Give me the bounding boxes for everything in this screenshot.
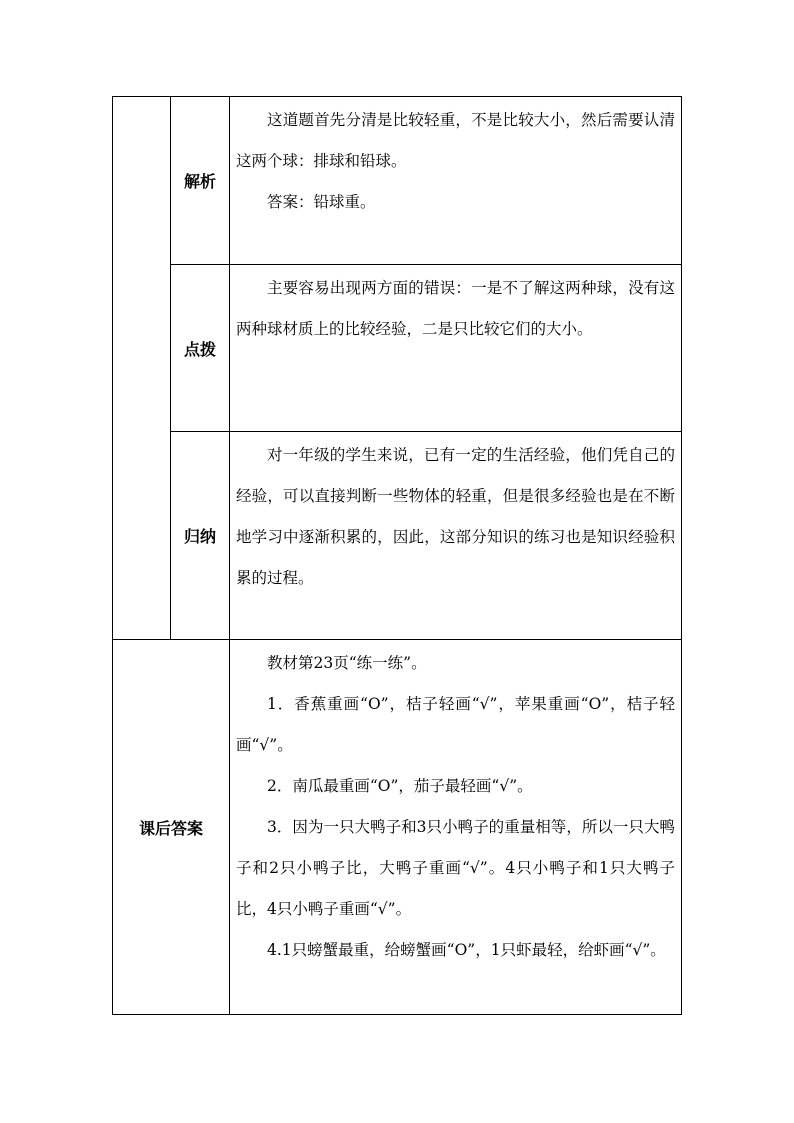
label-summary: 归纳 (171, 432, 230, 640)
answers-paragraph-1: 教材第23页“练一练”。 (267, 654, 427, 672)
answers-paragraph-2: 1．香蕉重画“O”，桔子轻画“√”，苹果重画“O”，桔子轻画“√”。 (236, 695, 675, 754)
row-answers (113, 640, 682, 1015)
summary-paragraph-1: 对一年级的学生来说，已有一定的生活经验，他们凭自己的经验，可以直接判断一些物体的轻重，但是很多经验也是在不断地学习中逐渐积累的，因此，这部分知识的练习也是知识经验积累的过程。 (236, 446, 675, 587)
answers-paragraph-4: 3．因为一只大鸭子和3只小鸭子的重量相等，所以一只大鸭子和2只小鸭子比，大鸭子重画“√”。4只小鸭子和1只大鸭子比，4只小鸭子重画“√”。 (236, 818, 675, 918)
label-tips: 点拨 (171, 265, 230, 432)
lesson-table (112, 96, 682, 1015)
content-analysis (230, 97, 682, 265)
label-analysis: 解析 (171, 97, 230, 265)
blank-merged-cell (113, 97, 171, 640)
content-answers (230, 640, 682, 1015)
row-tips (113, 265, 682, 432)
tips-paragraph-1: 主要容易出现两方面的错误：一是不了解这两种球，没有这两种球材质上的比较经验，二是只比较它们的大小。 (236, 279, 675, 338)
row-summary (113, 432, 682, 640)
label-answers: 课后答案 (113, 640, 230, 1015)
content-tips (230, 265, 682, 432)
row-analysis (113, 97, 682, 265)
answers-paragraph-3: 2．南瓜最重画“O”，茄子最轻画“√”。 (267, 777, 533, 795)
analysis-paragraph-2: 答案：铅球重。 (267, 193, 376, 211)
content-summary (230, 432, 682, 640)
analysis-paragraph-1: 这道题首先分清是比较轻重，不是比较大小，然后需要认清这两个球：排球和铅球。 (236, 111, 675, 170)
answers-paragraph-5: 4.1只螃蟹最重，给螃蟹画“O”，1只虾最轻，给虾画“√”。 (267, 941, 666, 959)
